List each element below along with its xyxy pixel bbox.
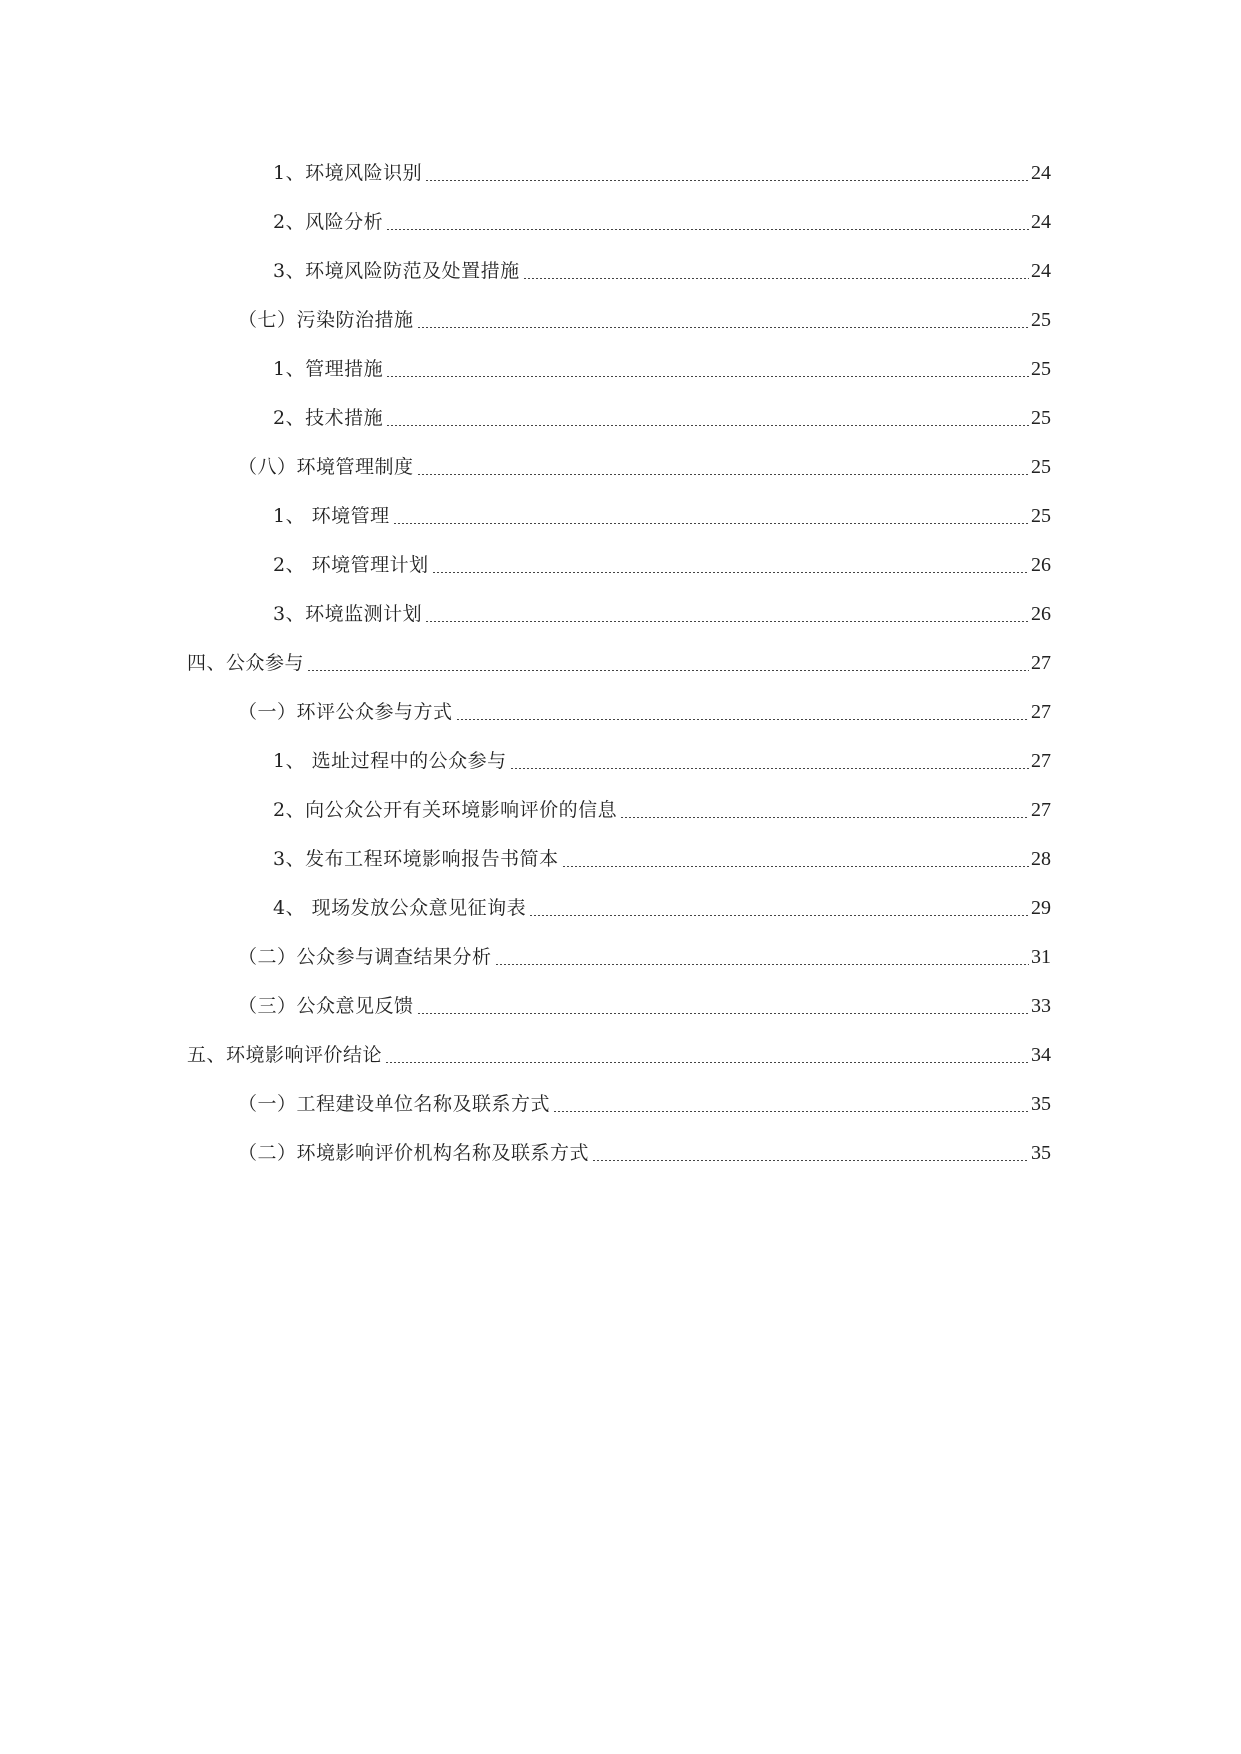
toc-page-number: 28	[1031, 848, 1051, 870]
toc-entry[interactable]	[238, 1089, 1051, 1119]
toc-dot-leader	[385, 1062, 1029, 1063]
toc-dot-leader	[425, 180, 1029, 181]
toc-page-number: 27	[1031, 799, 1051, 821]
toc-entry[interactable]	[273, 795, 1051, 825]
toc-entry-label: 1、 环境管理	[273, 505, 390, 527]
toc-entry-label: （八）环境管理制度	[238, 456, 414, 478]
toc-page-number: 33	[1031, 995, 1051, 1017]
toc-dot-leader	[553, 1111, 1029, 1112]
toc-dot-leader	[523, 278, 1029, 279]
toc-entry[interactable]	[273, 403, 1051, 433]
toc-page-number: 25	[1031, 505, 1051, 527]
toc-entry-label: （一）环评公众参与方式	[238, 701, 453, 723]
toc-page-number: 25	[1031, 358, 1051, 380]
toc-entry-label: 1、环境风险识别	[273, 162, 423, 184]
toc-page-number: 35	[1031, 1142, 1051, 1164]
toc-entry-label: 2、 环境管理计划	[273, 554, 429, 576]
toc-dot-leader	[307, 670, 1029, 671]
toc-page-number: 24	[1031, 162, 1051, 184]
toc-entry[interactable]	[187, 648, 1051, 678]
toc-dot-leader	[592, 1160, 1029, 1161]
toc-page-number: 25	[1031, 456, 1051, 478]
toc-entry-label: 2、风险分析	[273, 211, 384, 233]
toc-entry[interactable]	[187, 1040, 1051, 1070]
toc-dot-leader	[386, 376, 1029, 377]
toc-page-number: 26	[1031, 554, 1051, 576]
toc-dot-leader	[562, 866, 1029, 867]
toc-dot-leader	[510, 768, 1029, 769]
toc-entry[interactable]	[273, 550, 1051, 580]
toc-dot-leader	[417, 474, 1029, 475]
toc-entry[interactable]	[238, 942, 1051, 972]
toc-entry[interactable]	[273, 158, 1051, 188]
toc-page-number: 27	[1031, 750, 1051, 772]
toc-page-number: 27	[1031, 701, 1051, 723]
toc-entry[interactable]	[273, 893, 1051, 923]
toc-entry[interactable]	[273, 354, 1051, 384]
toc-dot-leader	[620, 817, 1029, 818]
toc-entry[interactable]	[273, 599, 1051, 629]
toc-entry[interactable]	[273, 501, 1051, 531]
toc-page-number: 25	[1031, 309, 1051, 331]
toc-entry-label: 3、发布工程环境影响报告书简本	[273, 848, 559, 870]
toc-entry-label: 4、 现场发放公众意见征询表	[273, 897, 527, 919]
toc-page-number: 35	[1031, 1093, 1051, 1115]
toc-entry-label: 1、 选址过程中的公众参与	[273, 750, 507, 772]
toc-entry-label: （三）公众意见反馈	[238, 995, 414, 1017]
toc-entry-label: （二）公众参与调查结果分析	[238, 946, 492, 968]
toc-entry[interactable]	[273, 207, 1051, 237]
toc-entry[interactable]	[238, 697, 1051, 727]
toc-page-number: 24	[1031, 211, 1051, 233]
toc-page-number: 25	[1031, 407, 1051, 429]
toc-entry[interactable]	[273, 256, 1051, 286]
toc-entry-label: 2、向公众公开有关环境影响评价的信息	[273, 799, 618, 821]
toc-page-number: 29	[1031, 897, 1051, 919]
toc-entry[interactable]	[238, 452, 1051, 482]
toc-entry-label: 3、环境风险防范及处置措施	[273, 260, 520, 282]
toc-entry-label: 四、公众参与	[187, 652, 305, 674]
toc-entry-label: 3、环境监测计划	[273, 603, 423, 625]
toc-entry[interactable]	[273, 844, 1051, 874]
toc-dot-leader	[393, 523, 1029, 524]
toc-entry[interactable]	[238, 991, 1051, 1021]
toc-entry-label: （一）工程建设单位名称及联系方式	[238, 1093, 551, 1115]
toc-dot-leader	[417, 1013, 1029, 1014]
toc-entry-label: 1、管理措施	[273, 358, 384, 380]
toc-dot-leader	[386, 425, 1029, 426]
toc-page-number: 26	[1031, 603, 1051, 625]
toc-dot-leader	[495, 964, 1029, 965]
toc-entry[interactable]	[273, 746, 1051, 776]
toc-dot-leader	[425, 621, 1029, 622]
toc-page-number: 27	[1031, 652, 1051, 674]
toc-page-number: 31	[1031, 946, 1051, 968]
toc-dot-leader	[432, 572, 1029, 573]
toc-entry[interactable]	[238, 1138, 1051, 1168]
toc-dot-leader	[529, 915, 1029, 916]
toc-entry[interactable]	[238, 305, 1051, 335]
toc-dot-leader	[386, 229, 1029, 230]
toc-page-number: 24	[1031, 260, 1051, 282]
toc-entry-label: （七）污染防治措施	[238, 309, 414, 331]
toc-entry-label: （二）环境影响评价机构名称及联系方式	[238, 1142, 590, 1164]
toc-dot-leader	[417, 327, 1029, 328]
toc-dot-leader	[456, 719, 1029, 720]
toc-entry-label: 2、技术措施	[273, 407, 384, 429]
toc-entry-label: 五、环境影响评价结论	[187, 1044, 383, 1066]
toc-page-number: 34	[1031, 1044, 1051, 1066]
